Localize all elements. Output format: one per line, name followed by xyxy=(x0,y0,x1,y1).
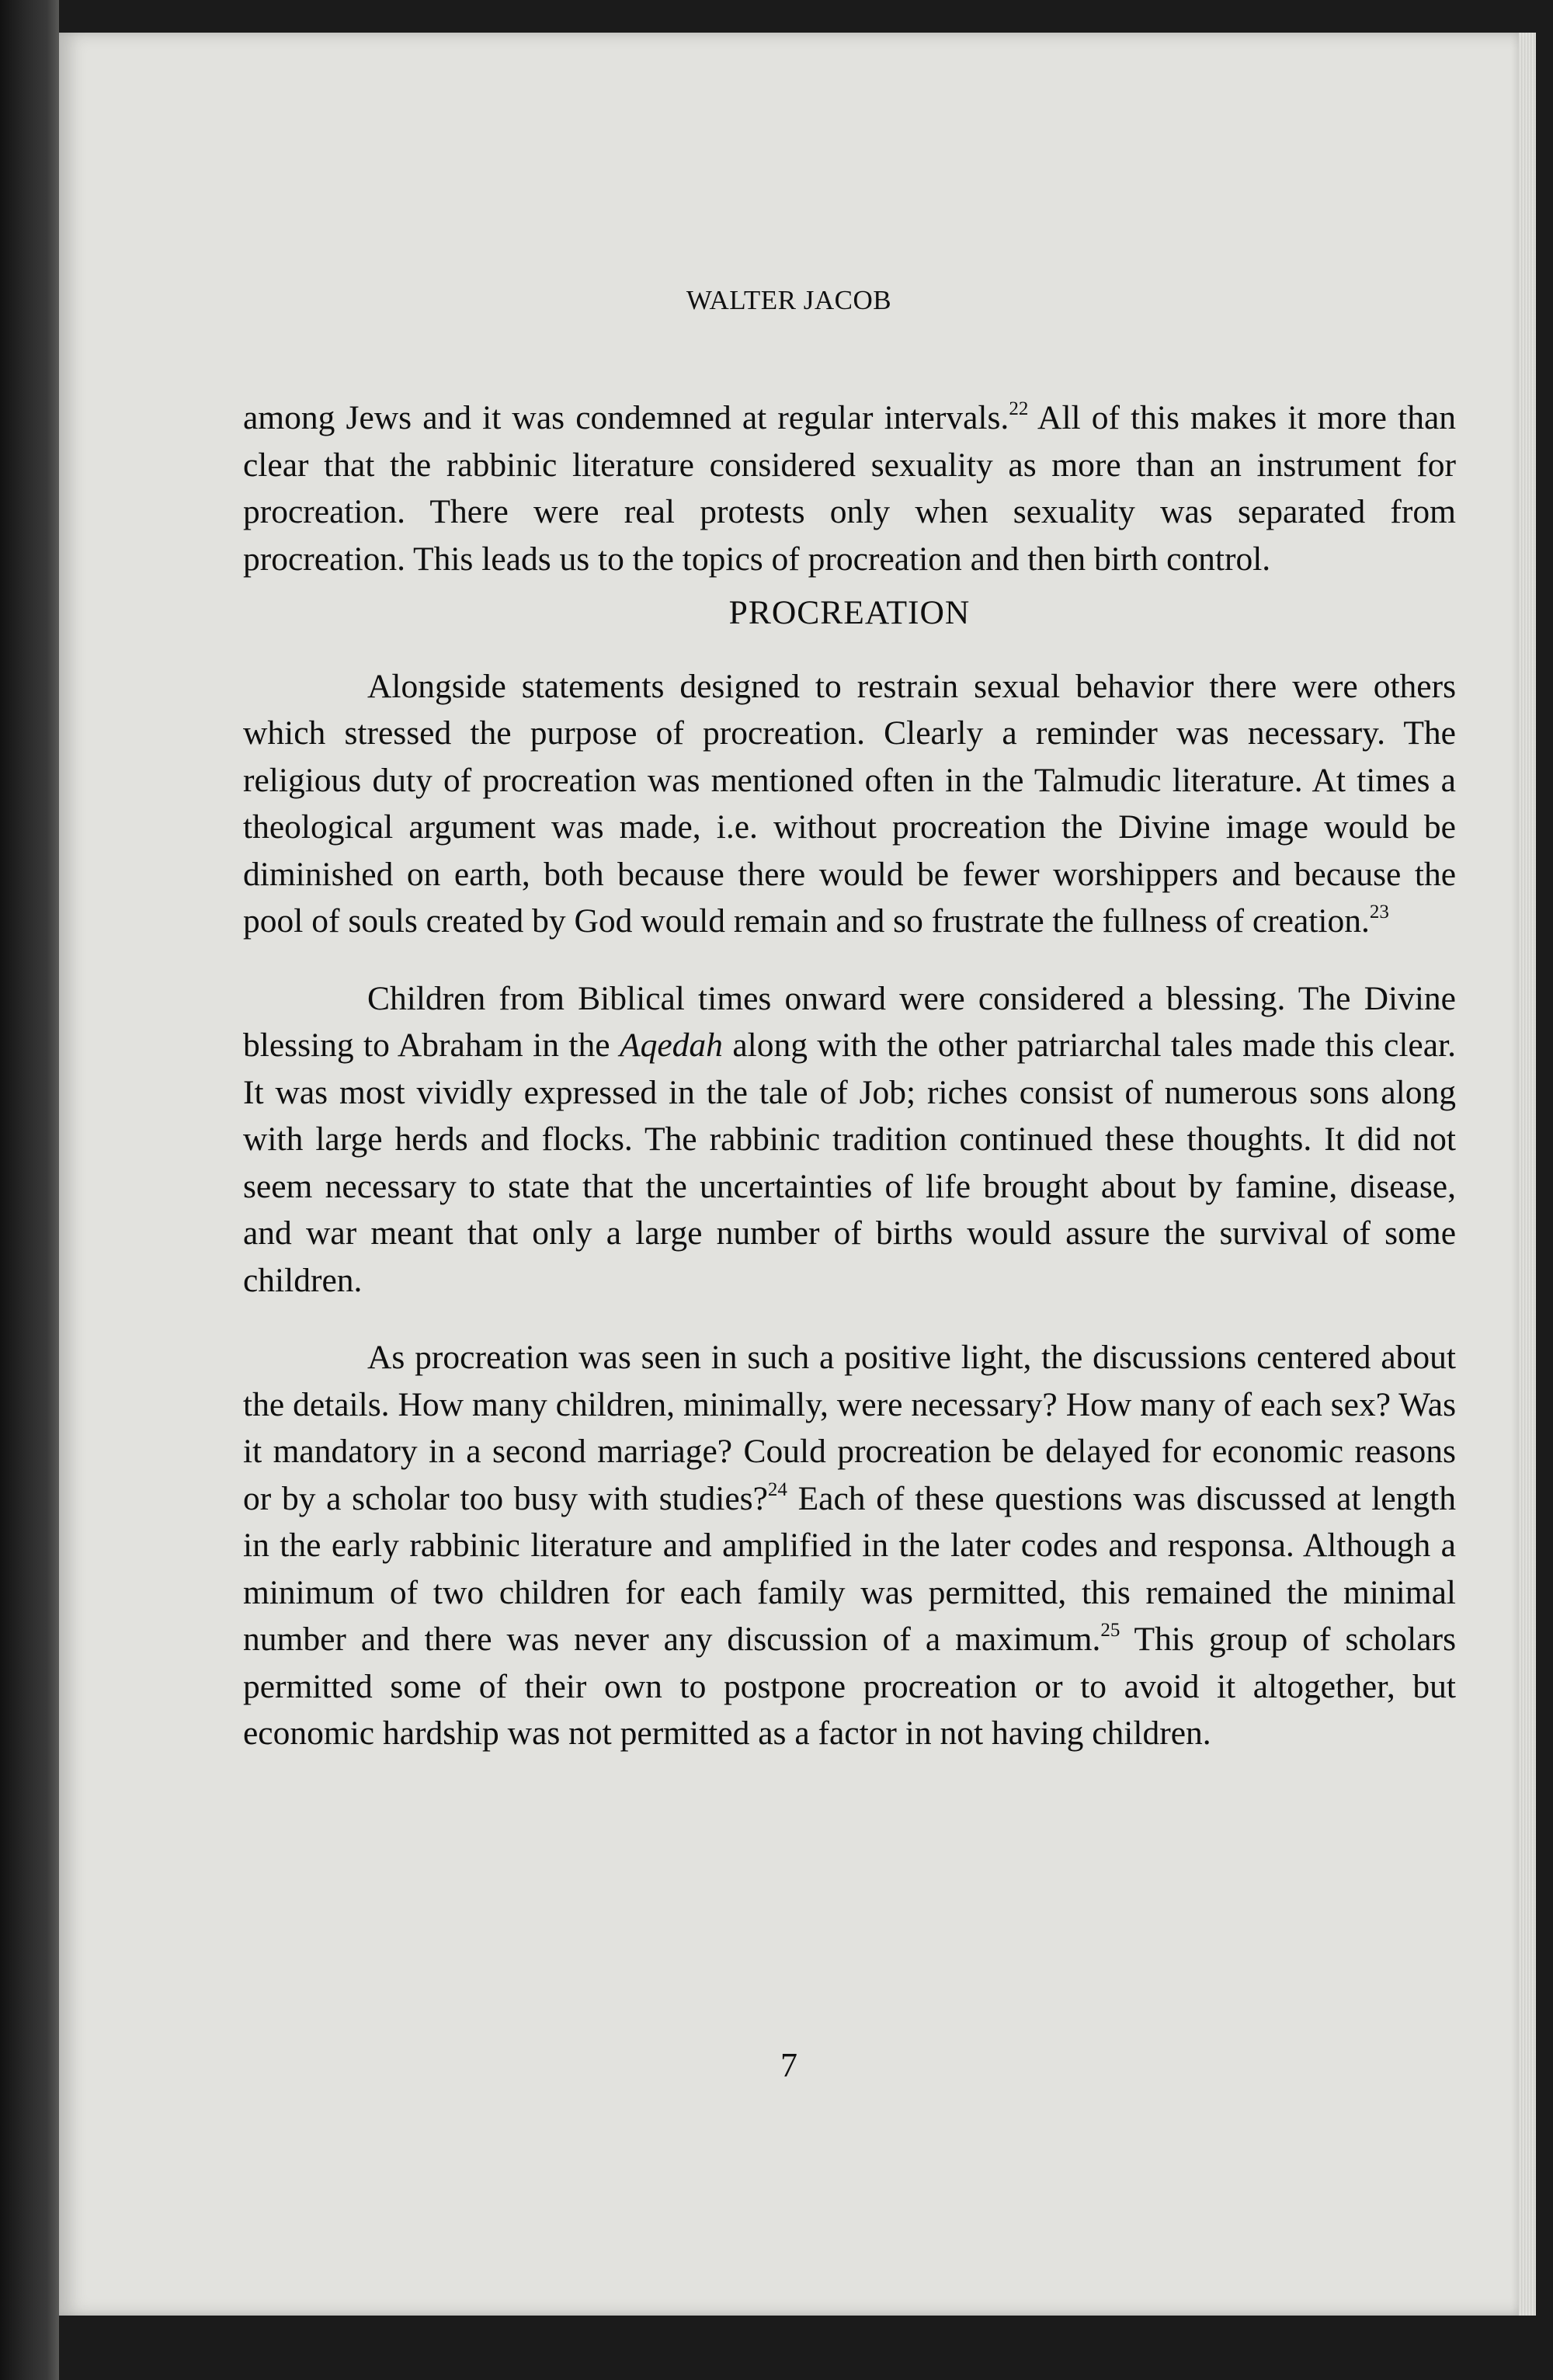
page-number: 7 xyxy=(780,2046,797,2084)
paragraph-1-text-a: among Jews and it was condemned at regular intervals. xyxy=(243,399,1009,436)
paragraph-2 xyxy=(243,663,1456,945)
section-heading: PROCREATION xyxy=(728,594,971,631)
paragraph-4-text-b: Each of these questions was discussed at length in the early rabbinic literature and amplified in the later codes and responsa. Although a minimum of two children for each family was permitted, this remained the minimal number and there was never any discussion of a maximum. xyxy=(243,1479,1456,1658)
footnote-ref-23: 23 xyxy=(1369,902,1389,922)
paragraph-4-text-c: This group of scholars permitted some of their own to postpone procreation or to avoid it altogether, but economic hardship was not permitted as a factor in not having children. xyxy=(243,1621,1456,1752)
paragraph-1-text-b: All of this makes it more than clear that the rabbinic literature considered sexuality as more than an instrument for procreation. There were real protests only when sexuality was separated from procreation. This leads us to the topics of procreation and then birth control. xyxy=(243,399,1457,578)
paragraph-3 xyxy=(243,975,1456,1305)
body-text xyxy=(243,394,1456,1757)
running-head: WALTER JACOB xyxy=(686,285,892,315)
paragraph-2-text: Alongside statements designed to restrain sexual behavior there were others which stressed the purpose of procreation. Clearly a reminder was necessary. The religious duty of procreation was mentioned often in the Talmudic literature. At times a theological argument was made, i.e. without procreation the Divine image would be diminished on earth, both because there would be fewer worshippers and because the pool of souls created by God would remain and so frustrate the fullness of creation. xyxy=(243,667,1456,940)
footnote-ref-22: 22 xyxy=(1009,398,1029,419)
paragraph-3-text-a: Children from Biblical times onward were considered a blessing. The Divine blessing to Abraham in the xyxy=(243,979,1456,1064)
page-edge xyxy=(1519,33,1536,2316)
paragraph-4-text-a: As procreation was seen in such a positive light, the discussions centered about the details. How many children, minimally, were necessary? How many of each sex? Was it mandatory in a second marriage? Could procreation be delayed for economic reasons or by a scholar too busy with studies? xyxy=(243,1339,1456,1517)
footnote-ref-24: 24 xyxy=(767,1478,787,1500)
footnote-ref-25: 25 xyxy=(1100,1620,1120,1641)
book-page xyxy=(59,33,1519,2316)
paragraph-4 xyxy=(243,1334,1456,1757)
book-spine-shadow xyxy=(0,0,59,2380)
aqedah-term: Aqedah xyxy=(620,1027,723,1064)
paragraph-3-text-b: along with the other patriarchal tales made this clear. It was most vividly expressed in the tale of Job; riches consist of numerous sons along with large herds and flocks. The rabbinic tradition continued these thoughts. It did not seem necessary to state that the uncertainties of life brought about by famine, disease, and war meant that only a large number of births would assure the survival of some children. xyxy=(243,1027,1456,1299)
paragraph-1 xyxy=(243,394,1456,582)
